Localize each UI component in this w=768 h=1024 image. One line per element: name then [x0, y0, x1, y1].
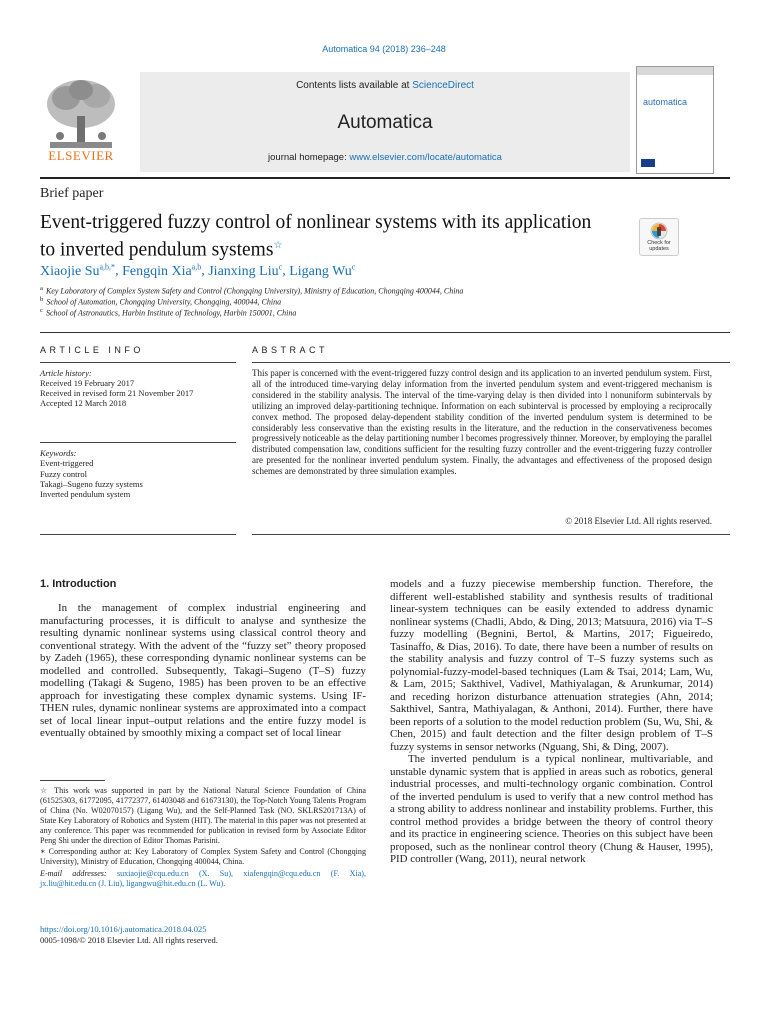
body-column-right	[390, 578, 713, 866]
affiliation-a: $^a$ Key Laboratory of Complex System Safety and Control (Chongqing University), Ministry of Education, Chongqing 400044, China	[40, 285, 464, 296]
author-4[interactable]: Ligang Wu$^c$	[289, 262, 356, 279]
header-rule	[40, 332, 730, 333]
paper-title	[40, 211, 600, 262]
journal-name: Automatica	[337, 112, 433, 133]
history-accepted: Accepted 12 March 2018	[40, 398, 127, 408]
crossmark-label: Check for updates	[647, 240, 671, 252]
cover-title: automatica	[643, 97, 688, 107]
abstract-heading: ABSTRACT	[252, 345, 329, 355]
masthead-rule	[40, 177, 730, 179]
homepage-link[interactable]: www.elsevier.com/locate/automatica	[349, 152, 502, 163]
paper-title-text: Event-triggered fuzzy control of nonlinear systems with its application to inverted pendulum systems	[40, 212, 592, 261]
homepage-line	[140, 152, 630, 163]
info-rule	[40, 362, 236, 363]
footnotes	[40, 786, 366, 891]
keywords-label: Keywords:	[40, 448, 77, 458]
email-footnote	[40, 869, 366, 889]
info-rule-2	[40, 442, 236, 443]
intro-paragraph-2: The inverted pendulum is a typical nonlinear, multivariable, and unstable dynamic system that is applied in areas such as robotics, general industrial processes, and multi-technology organic combination. Control of the inverted pendulum is used to verify that a new control method has a strong ability to address nonlinear and instability problems. Further, this control method provides a bridge between the theory of control theory and its practice in engineering science. Theories on this subject have been proposed, such as the nonlinear control theory (Chung & Hauser, 1995), PID controller (Wang, 2011), neural network	[390, 753, 713, 865]
doi-link[interactable]: https://doi.org/10.1016/j.automatica.2018.04.025	[40, 924, 207, 934]
article-history	[40, 368, 236, 408]
email-label: E-mail addresses:	[40, 869, 107, 879]
article-info-heading: ARTICLE INFO	[40, 345, 144, 355]
sciencedirect-link[interactable]: ScienceDirect	[412, 80, 474, 91]
funding-footnote: ☆ This work was supported in part by the National Natural Science Foundation of China (61525303, 61772095, 41772377, 61403048 and 61673130), the Top-Notch Young Talents Program of China (No. W02070157) (Ligang Wu), and the Self-Planned Task (NO. SKLRS201713A) of State Key Laboratory of Robotics and System (HIT). The material in this paper was not presented at any conference. This paper was recommended for publication in revised form by Associate Editor Peng Shi under the direction of Editor Thomas Parisini.	[40, 786, 366, 845]
keyword-item: Takagi–Sugeno fuzzy systems	[40, 478, 143, 489]
author-list: Xiaojie $Su^{a,b,*}$, Fengqin Xia$^{a,b}$, Jianxing Liu$^c$, Ligang Wu$^c$	[40, 262, 356, 279]
journal-masthead	[40, 66, 730, 176]
doi-block	[40, 924, 218, 946]
check-for-updates-badge[interactable]	[639, 218, 679, 256]
issn-copyright: 0005-1098/© 2018 Elsevier Ltd. All rights reserved.	[40, 935, 218, 945]
elsevier-wordmark: ELSEVIER	[48, 148, 114, 163]
affiliation-c: $^c$ School of Astronautics, Harbin Institute of Technology, Harbin 150001, China	[40, 307, 297, 318]
keywords	[40, 448, 236, 499]
cover-band	[637, 67, 713, 75]
author-2[interactable]: Fengqin Xia$^{a,b}$	[122, 262, 202, 279]
contents-prefix: Contents lists available at	[296, 80, 413, 91]
journal-header-box	[140, 72, 630, 172]
section-heading-introduction: 1. Introduction	[40, 578, 117, 590]
title-footnote-mark[interactable]: ☆	[273, 240, 283, 251]
history-revised: Received in revised form 21 November 2017	[40, 388, 194, 398]
intro-paragraph-1: In the management of complex industrial engineering and manufacturing processes, it is difficult to analyse and synthesize the resulting dynamic nonlinear systems using classical control theory and conventional strategy. With the advent of the “fuzzy set” theory proposed by Zadeh (1965), these corresponding dynamic nonlinear systems can be modelled and controlled. Subsequently, Takagi–Sugeno (T–S) fuzzy modelling (Takagi & Sugeno, 1985) has been proven to be an effective approach for investigating these complex dynamic systems. Using IF-THEN rules, dynamic nonlinear systems are approximated into a compact set of local linear input–output relations and the entire fuzzy model is eventually obtained by smoothly mixing a compact set of local linear	[40, 602, 366, 739]
keyword-item: Event-triggered	[40, 458, 94, 469]
crossmark-icon	[640, 220, 678, 242]
info-rule-bottom	[40, 534, 236, 535]
affiliation-b: $^b$ School of Automation, Chongqing University, Chongqing, 400044, China	[40, 296, 282, 307]
body-column-left	[40, 602, 366, 740]
abstract-rule-bottom	[252, 534, 730, 535]
abstract-copyright: © 2018 Elsevier Ltd. All rights reserved.	[565, 516, 712, 526]
author-1[interactable]: Xiaojie $Su^{a,b,*}$	[40, 262, 116, 279]
journal-cover-thumbnail[interactable]	[636, 66, 714, 174]
author-3[interactable]: Jianxing Liu$^c$	[208, 262, 283, 279]
corresponding-author-footnote: ∗ Corresponding author at: Key Laboratory of Complex System Safety and Control (Chongqing University), Ministry of Education, Chongqing 400044, China.	[40, 847, 366, 867]
footnote-rule	[40, 780, 105, 781]
cover-logo	[641, 159, 655, 167]
intro-paragraph-continued: models and a fuzzy piecewise membership function. Therefore, the different well-established stability and synthesis results of traditional linear-system techniques can be easily extended to address dynamic nonlinear systems (Chadli, Abdo, & Ding, 2013; Matsuura, 2016) via T–S fuzzy modelling (Begnini, Bertol, & Martins, 2017; Figueiredo, Tasinaffo, & Dias, 2016). To date, there have been a number of results on the stability analysis and fuzzy control of T–S fuzzy systems such as polynomial-fuzzy-model-based techniques (Lam & Tsai, 2014; Lam, Wu, & Lam, 2015; Sakthivel, Vadivel, Mathiyalagan, & Arunkumar, 2014) and receding horizon disturbance attenuation strategies (Ahn, 2014; Sakthivel, Santra, Mathiyalagan, & Anthoni, 2014). Further, there have been reports of a solution to the model reduction problem (Su, Wu, Shi, & Chen, 2015) and fault detection and the filter design problem of T–S fuzzy systems in sensor networks (Nguang, Shi, & Ding, 2007).	[390, 578, 714, 753]
contents-line	[140, 80, 630, 91]
history-received: Received 19 February 2017	[40, 378, 135, 388]
journal-citation[interactable]: Automatica 94 (2018) 236–248	[322, 44, 446, 54]
history-label: Article history:	[40, 368, 92, 378]
homepage-prefix: journal homepage:	[268, 152, 350, 163]
email-addresses[interactable]: suxiaojie@cqu.edu.cn (X. Su), xiafengqin@cqu.edu.cn (F. Xia), jx.liu@hit.edu.cn (J. Liu), ligangwu@hit.edu.cn (L. Wu).	[40, 869, 367, 889]
keyword-item: Inverted pendulum system	[40, 489, 131, 500]
abstract-text: This paper is concerned with the event-triggered fuzzy control design and its application to an inverted pendulum system. First, all of the introduced time-varying delay information from the inverted pendulum system and event-triggered mechanism is considered in the stability analysis. The interval of the time-varying delay is then divided into l nonuniform subintervals by utilizing an improved delay-partitioning technique. Information on each subinterval is processed by employing a reciprocally convex method. The proposed delay-dependent stability condition of the inverted pendulum system is determined to be considerably less conservative than the existing results in the literature, and the reduction in the conservativeness becomes progressively noticeable as the delay partitioning number l becomes progressively thinner. Moreover, by employing the parallel distributed compensation law, conditions sufficient for the resulting fuzzy controller and the event-triggering fuzzy controller are presented for the nonlinear inverted pendulum system. Finally, the advantages and effectiveness of the proposed design schemes are demonstrated by three simulation examples.	[252, 368, 712, 477]
abstract-rule	[252, 362, 730, 363]
keyword-item: Fuzzy control	[40, 468, 87, 479]
article-type: Brief paper	[40, 186, 104, 201]
